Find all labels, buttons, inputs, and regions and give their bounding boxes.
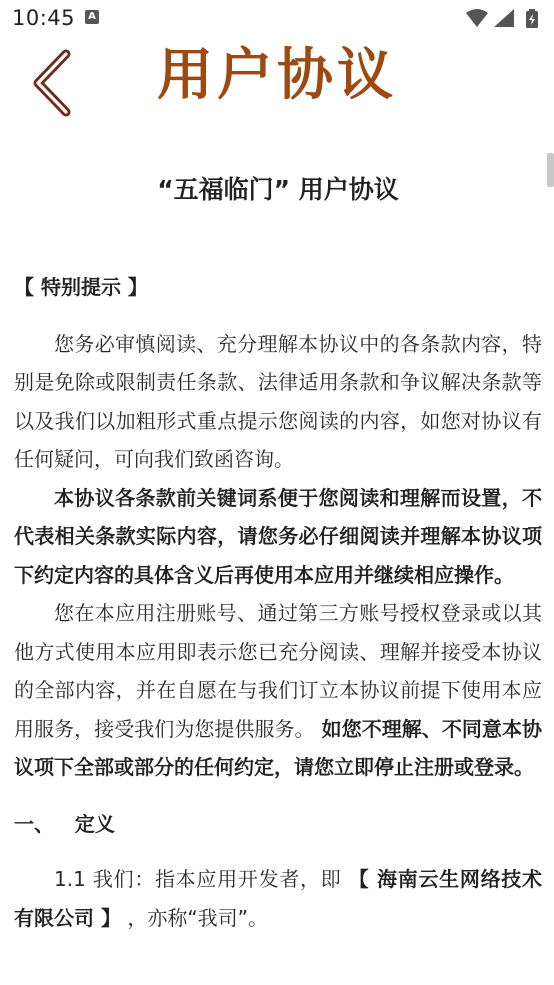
page-title: 用户协议 xyxy=(157,43,397,108)
normal-text: 1.1 我们：指本应用开发者，即 xyxy=(54,867,349,891)
normal-text: ，亦称“我司”。 xyxy=(120,905,269,930)
section-heading-definitions: 一、 定义 xyxy=(14,811,115,836)
paragraph xyxy=(14,594,542,787)
chevron-left-icon xyxy=(26,48,84,118)
paragraph-bold xyxy=(14,479,542,595)
status-bar xyxy=(0,0,554,36)
document-title: “五福临门” 用户协议 xyxy=(157,175,399,204)
scrollbar[interactable] xyxy=(547,153,554,187)
agreement-content xyxy=(14,150,542,937)
status-time: 10:45 xyxy=(12,6,76,30)
battery-icon xyxy=(526,9,538,28)
app-header xyxy=(0,36,554,126)
signal-icon xyxy=(494,9,514,27)
special-notice-heading: 【 特别提示 】 xyxy=(14,275,148,299)
definition-item xyxy=(14,860,542,937)
notification-icon: A xyxy=(85,10,99,24)
paragraph: 您务必审慎阅读、充分理解本协议中的各条款内容，特别是免除或限制责任条款、法律适用条款和争议解决条款等以及我们以加粗形式重点提示您阅读的内容，如您对协议有任何疑问，可向我们致函咨询。 xyxy=(14,331,542,471)
bold-text: 本协议各条款前关键词系便于您阅读和理解而设置，不代表相关条款实际内容，请您务必仔细阅读并理解本协议项下约定内容的具体含义后再使用本应用并继续相应操作。 xyxy=(14,485,542,587)
bold-text: 如您不理解、不同意本协议项下全部或部分的任何约定，请您立即停止注册或登录。 xyxy=(14,716,543,779)
back-button[interactable] xyxy=(26,48,84,118)
normal-text: 您在本应用注册账号、通过第三方账号授权登录或以其他方式使用本应用即表示您已充分阅读、理解并接受本协议的全部内容，并在自愿在与我们订立本协议前提下使用本应用服务，接受我们为您提供服务。 xyxy=(14,601,542,741)
status-icons xyxy=(464,7,542,29)
company-name: 【 海南云生网络技术有限公司 】 xyxy=(14,867,542,930)
wifi-icon xyxy=(466,9,488,27)
